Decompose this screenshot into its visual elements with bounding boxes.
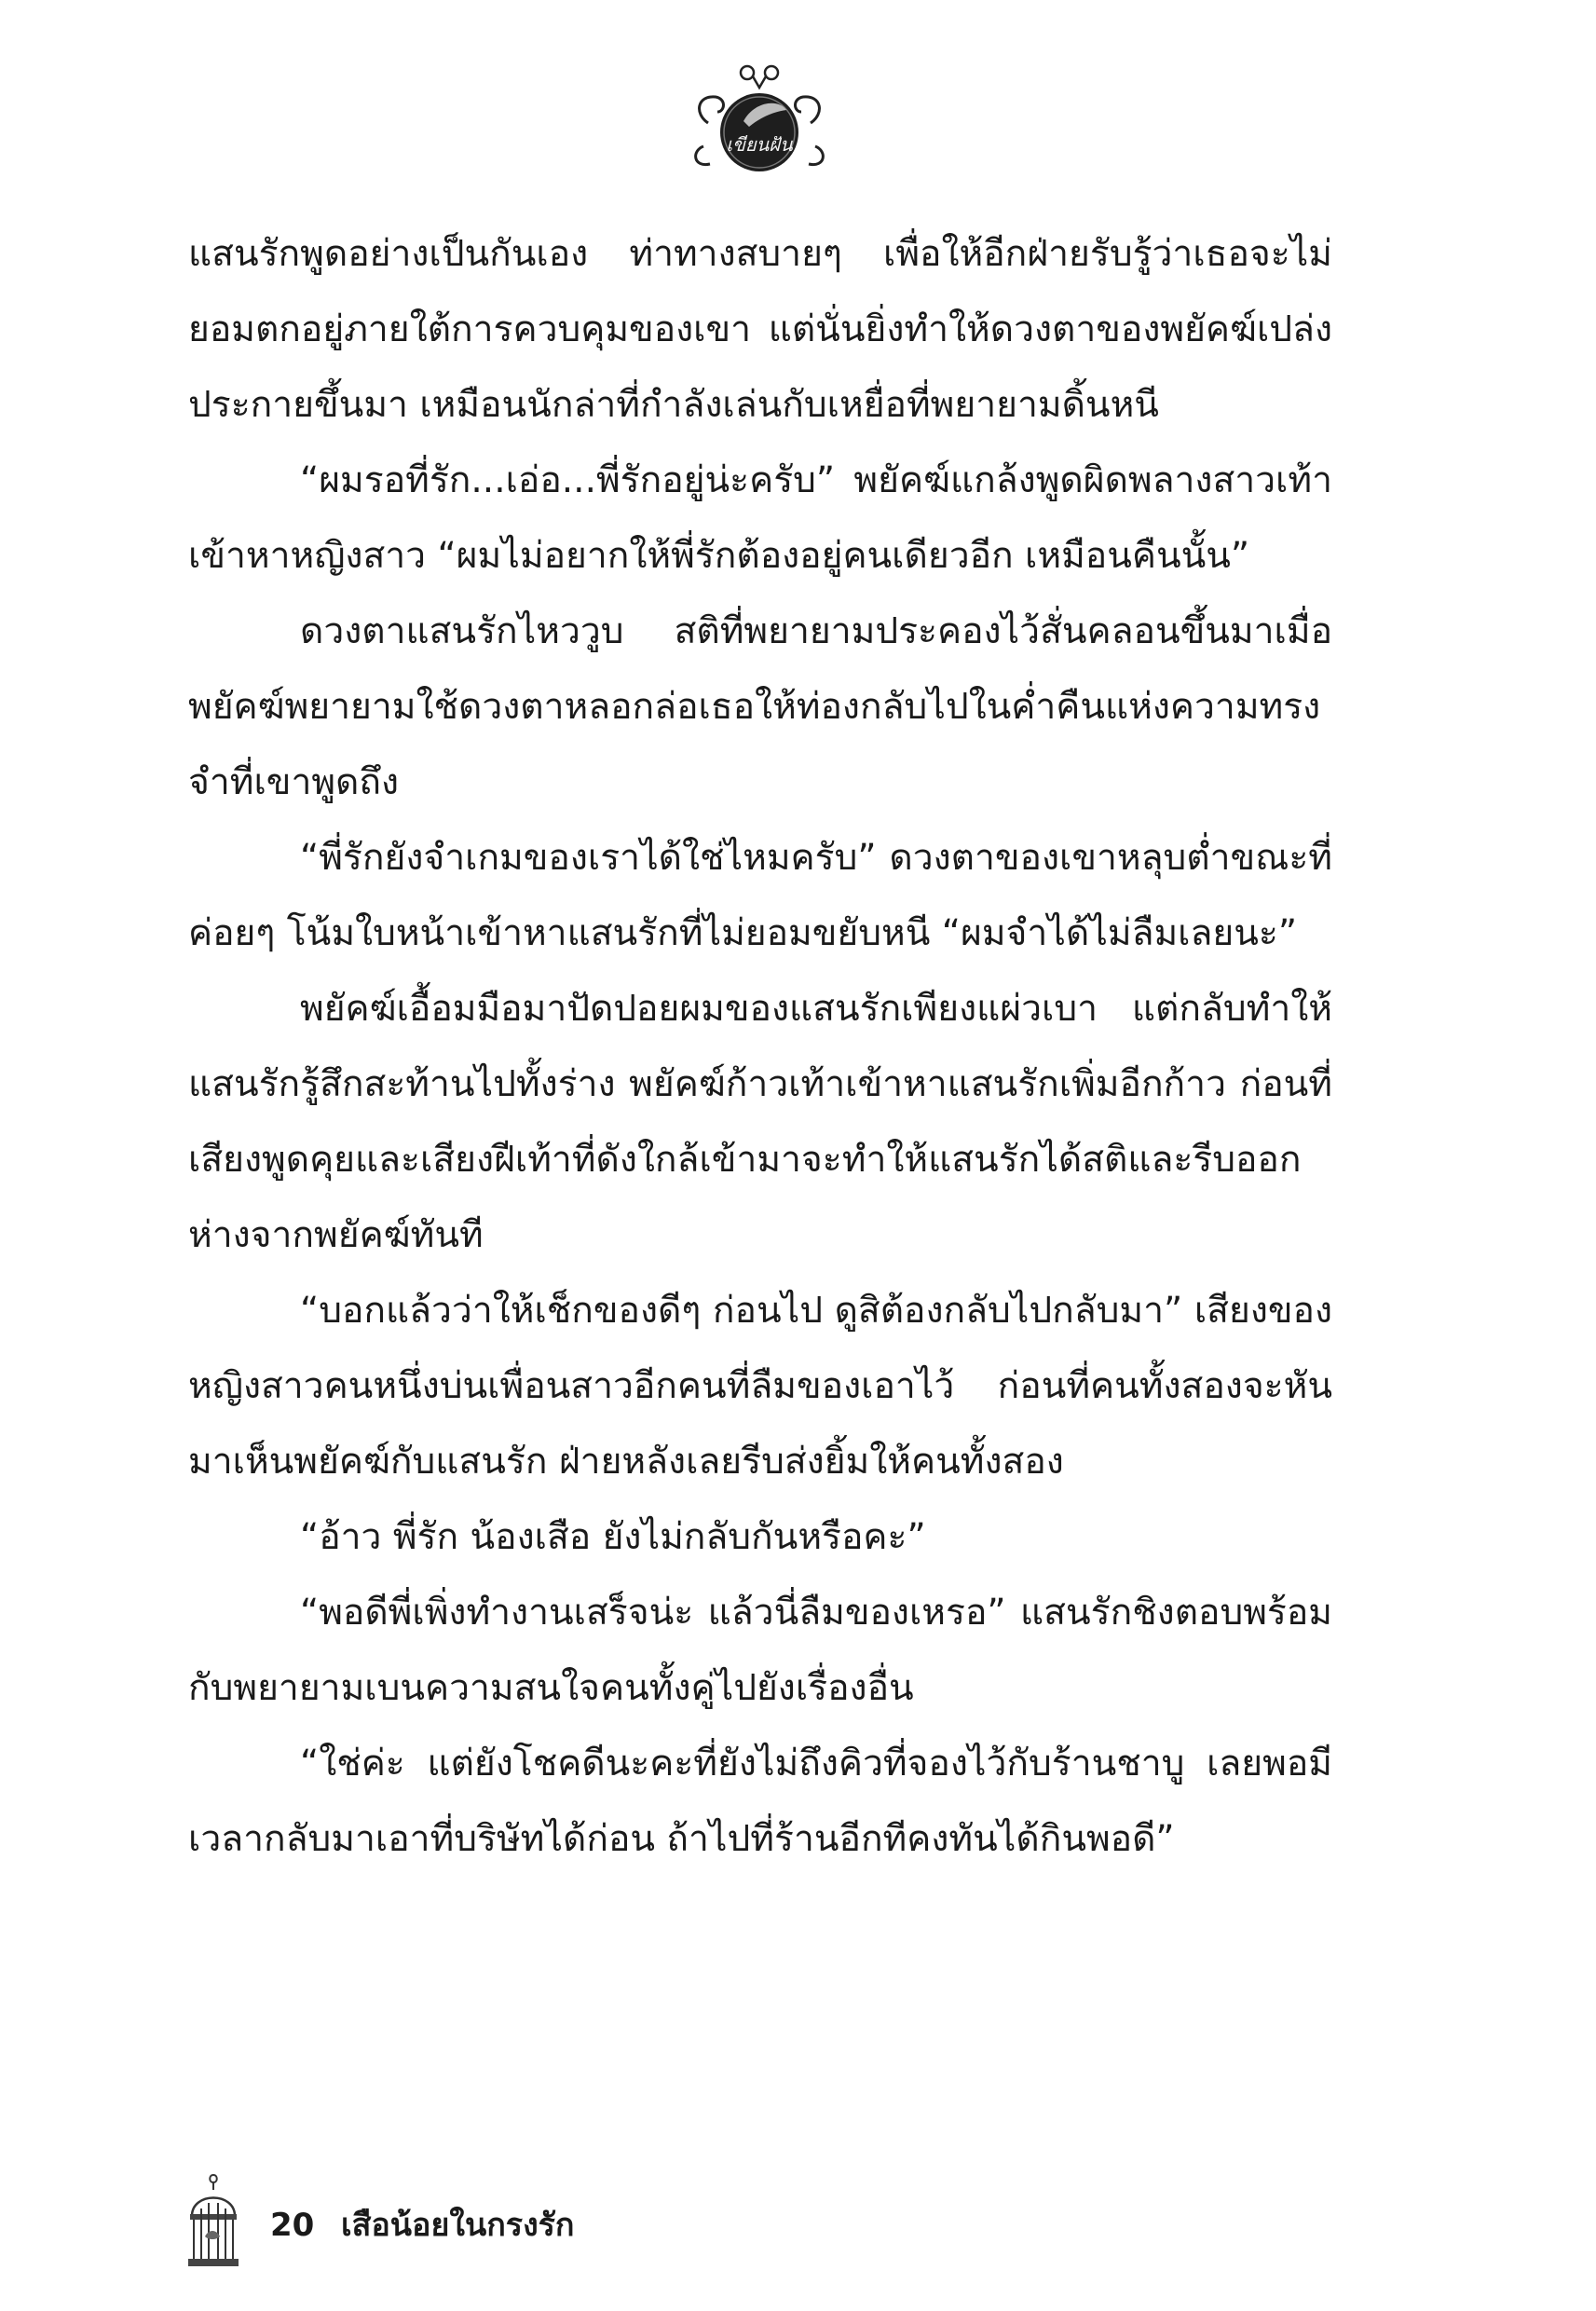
- page-number: 20: [270, 2207, 315, 2244]
- paragraph-7: “อ้าว พี่รัก น้องเสือ ยังไม่กลับกันหรือคะ”: [300, 1516, 926, 1558]
- svg-text:เขียนฝัน: เขียนฝัน: [726, 133, 793, 156]
- paragraph-9: “ใช่ค่ะ แต่ยังโชคดีนะคะที่ยังไม่ถึงคิวที่จองไว้กับร้านชาบู เลยพอมีเวลากลับมาเอาที่บริษัทได้ก่อน ถ้าไปที่ร้านอีกทีคงทันได้กินพอดี”: [188, 1743, 1332, 1860]
- paragraph-5: พยัคฆ์เอื้อมมือมาปัดปอยผมของแสนรักเพียงแผ่วเบา แต่กลับทำให้แสนรักรู้สึกสะท้านไปทั้งร่าง พยัคฆ์ก้าวเท้าเข้าหาแสนรักเพิ่มอีกก้าว ก่อนที่เสียงพูดคุยและเสียงฝีเท้าที่ดังใกล้เข้ามาจะทำให้แสนรักได้สติและรีบออกห่างจากพยัคฆ์ทันที: [188, 988, 1332, 1256]
- book-title: เสือน้อยในกรงรัก: [341, 2207, 575, 2244]
- paragraph-1: แสนรักพูดอย่างเป็นกันเอง ท่าทางสบายๆ เพื่อให้อีกฝ่ายรับรู้ว่าเธอจะไม่ยอมตกอยู่ภายใต้การควบคุมของเขา แต่นั่นยิ่งทำให้ดวงตาของพยัคฆ์เปล่งประกายขึ้นมา เหมือนนักล่าที่กำลังเล่นกับเหยื่อที่พยายามดิ้นหนี: [188, 233, 1332, 426]
- paragraph-4: “พี่รักยังจำเกมของเราได้ใช่ไหมครับ” ดวงตาของเขาหลุบต่ำขณะที่ค่อยๆ โน้มใบหน้าเข้าหาแสนรักที่ไม่ยอมขยับหนี “ผมจำได้ไม่ลืมเลยนะ”: [188, 837, 1332, 954]
- paragraph-6: “บอกแล้วว่าให้เช็กของดีๆ ก่อนไป ดูสิต้องกลับไปกลับมา” เสียงของหญิงสาวคนหนึ่งบ่นเพื่อนสาวอีกคนที่ลืมของเอาไว้ ก่อนที่คนทั้งสองจะหันมาเห็นพยัคฆ์กับแสนรัก ฝ่ายหลังเลยรีบส่งยิ้มให้คนทั้งสอง: [188, 1290, 1332, 1483]
- paragraph-8: “พอดีพี่เพิ่งทำงานเสร็จน่ะ แล้วนี่ลืมของเหรอ” แสนรักชิงตอบพร้อมกับพยายามเบนความสนใจคนทั้งคู่ไปยังเรื่องอื่น: [188, 1592, 1332, 1709]
- paragraph-2: “ผมรอที่รัก...เอ่อ...พี่รักอยู่น่ะครับ” พยัคฆ์แกล้งพูดผิดพลางสาวเท้าเข้าหาหญิงสาว “ผมไม่อยากให้พี่รักต้องอยู่คนเดียวอีก เหมือนคืนนั้น”: [188, 459, 1332, 577]
- birdcage-icon: [184, 2171, 242, 2272]
- publisher-logo-icon: [689, 58, 829, 177]
- paragraph-3: ดวงตาแสนรักไหววูบ สติที่พยายามประคองไว้สั่นคลอนขึ้นมาเมื่อพยัคฆ์พยายามใช้ดวงตาหลอกล่อเธอให้ท่องกลับไปในค่ำคืนแห่งความทรงจำที่เขาพูดถึง: [188, 610, 1332, 803]
- page-body: [188, 216, 1332, 2154]
- page-footer: [184, 2171, 837, 2274]
